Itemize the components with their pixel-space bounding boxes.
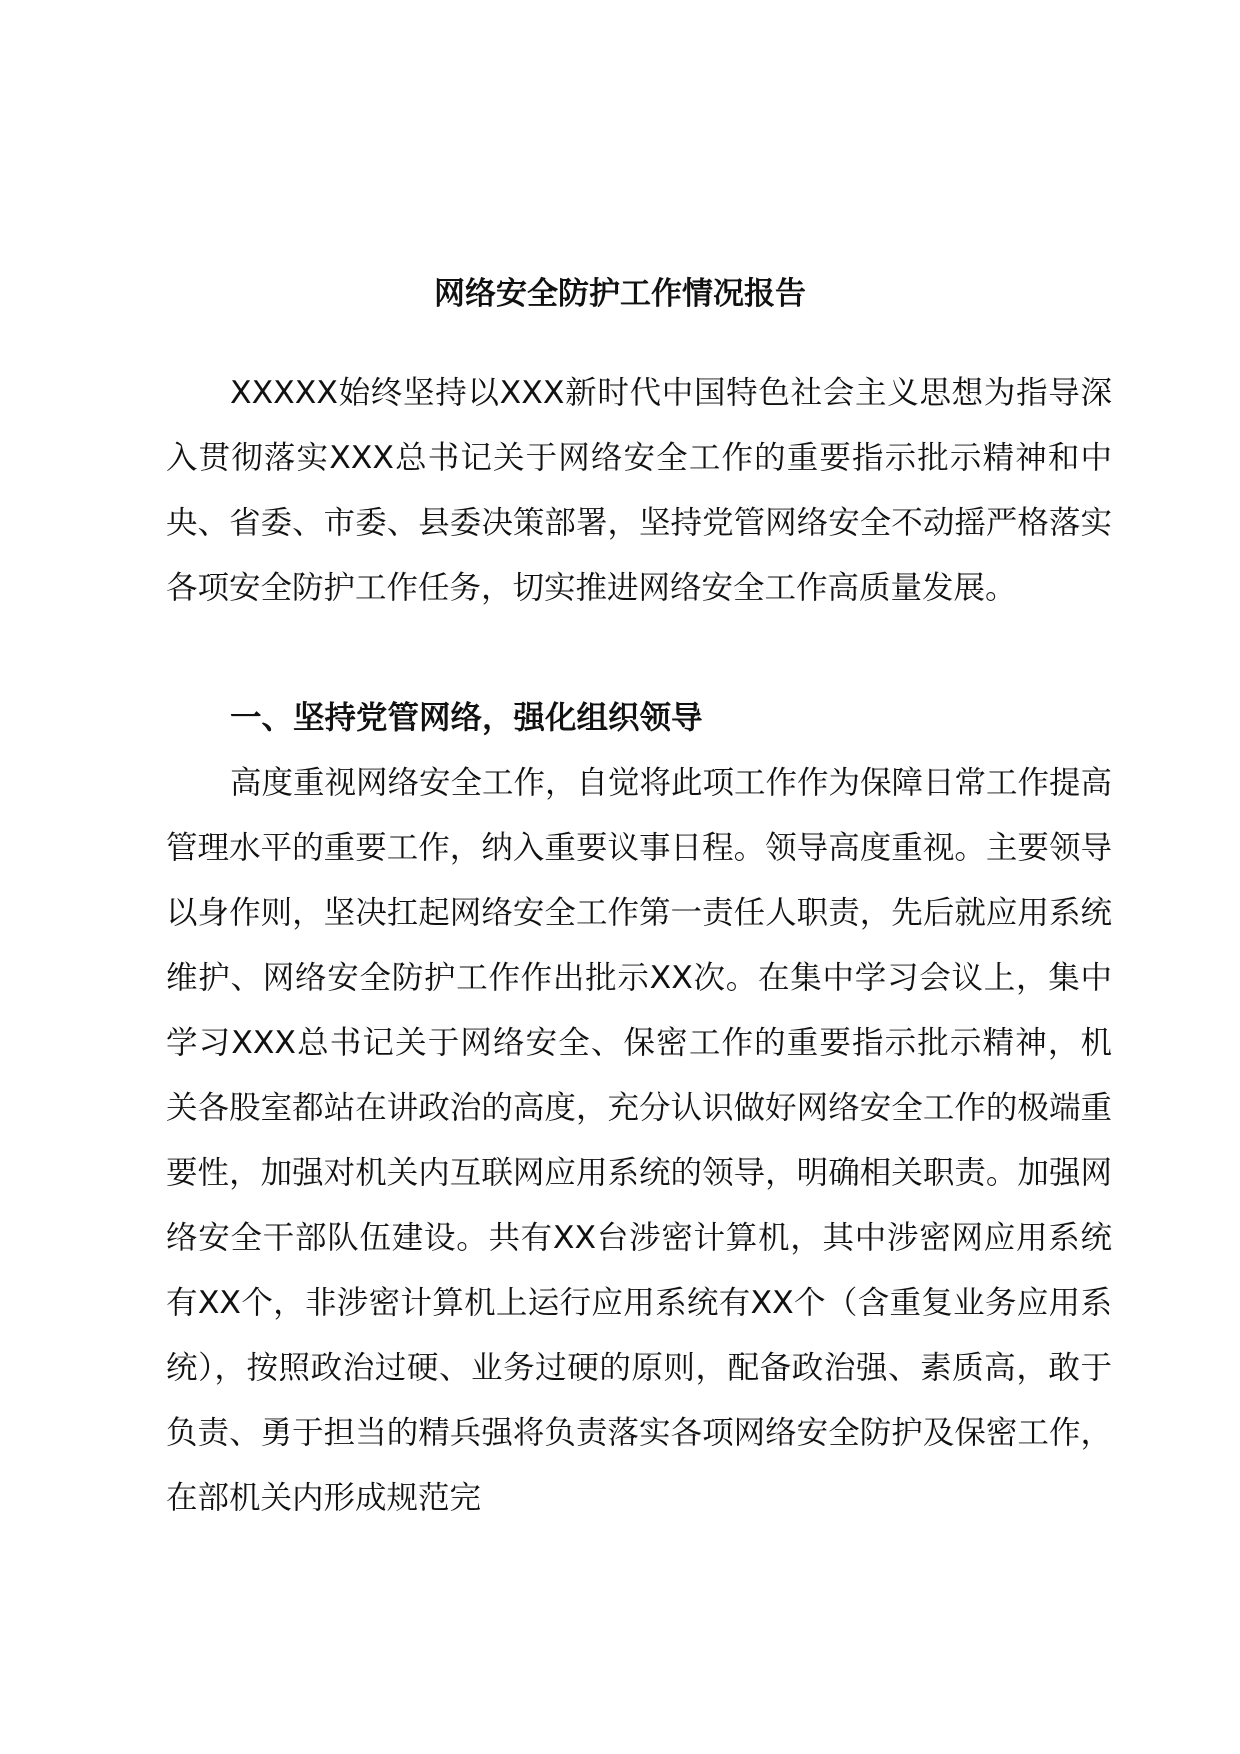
section-1-paragraph: 高度重视网络安全工作，自觉将此项工作作为保障日常工作提高管理水平的重要工作，纳入重要议事日程。领导高度重视。主要领导以身作则，坚决扛起网络安全工作第一责任人职责，先后就应用系统维护、网络安全防护工作作出批示XX次。在集中学习会议上，集中学习XXX总书记关于网络安全、保密工作的重要指示批示精神，机关各股室都站在讲政治的高度，充分认识做好网络安全工作的极端重要性，加强对机关内互联网应用系统的领导，明确相关职责。加强网络安全干部队伍建设。共有XX台涉密计算机，其中涉密网应用系统有XX个，非涉密计算机上运行应用系统有XX个（含重复业务应用系统），按照政治过硬、业务过硬的原则，配备政治强、素质高，敢于负责、勇于担当的精兵强将负责落实各项网络安全防护及保密工作，在部机关内形成规范完 (166, 765, 1113, 1516)
section-heading-1: 一、坚持党管网络，强化组织领导 (230, 700, 703, 736)
intro-paragraph: XXXXX始终坚持以XXX新时代中国特色社会主义思想为指导深入贯彻落实XXX总书记关于网络安全工作的重要指示批示精神和中央、省委、市委、县委决策部署，坚持党管网络安全不动摇严格落实各项安全防护工作任务，切实推进网络安全工作高质量发展。 (166, 375, 1112, 606)
document-title: 网络安全防护工作情况报告 (434, 276, 806, 312)
